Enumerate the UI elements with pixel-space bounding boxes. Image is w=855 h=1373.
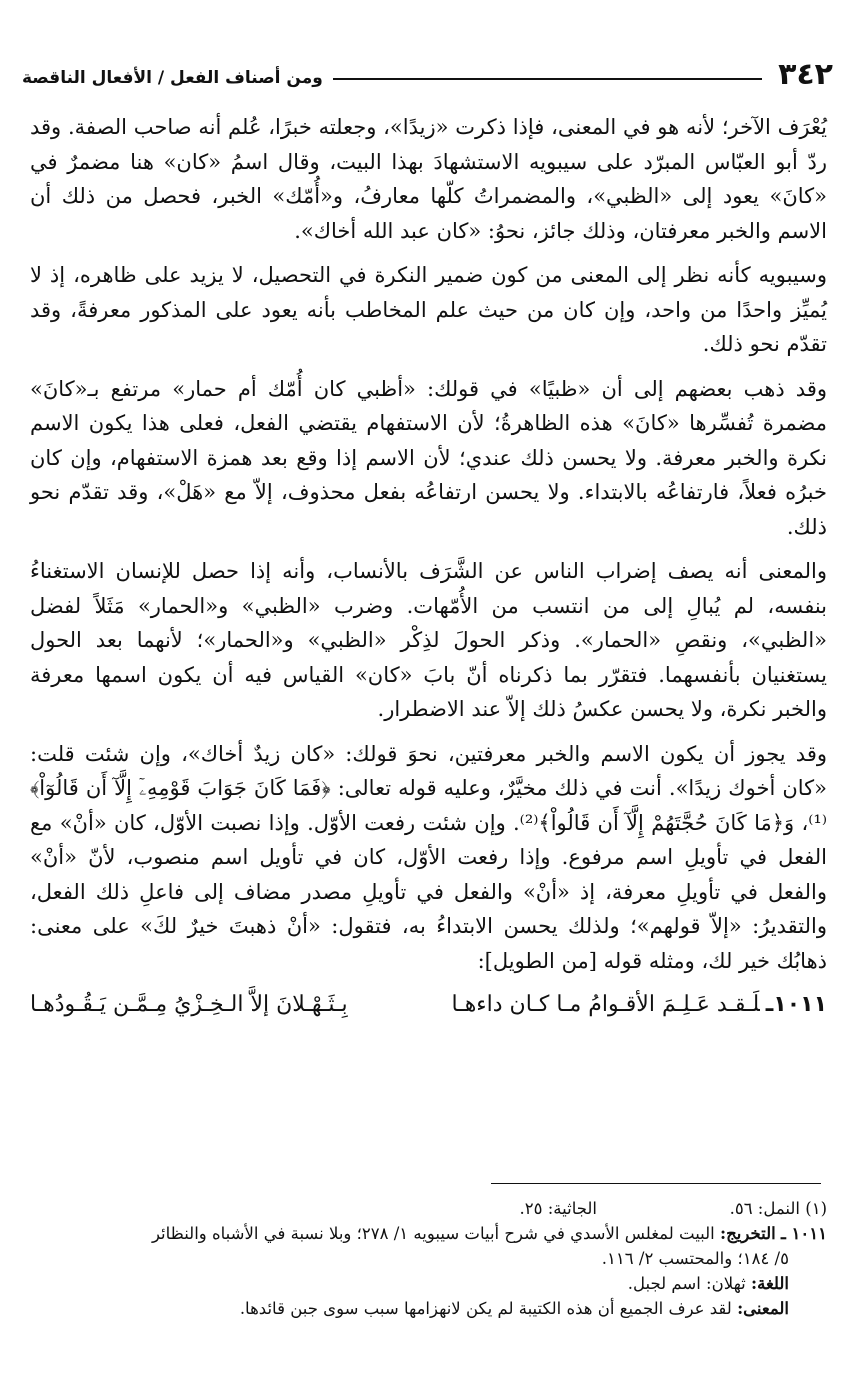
- lugha-text: ثهلان: اسم لجبل.: [627, 1274, 746, 1293]
- footnote-refs: [30, 1196, 827, 1221]
- mana-note: [30, 1296, 827, 1321]
- footnote-2: الجاثية: ٢٥.: [519, 1199, 597, 1218]
- verse-first-hemistich: [452, 988, 827, 1022]
- verse-second-hemistich: بِـثَـهْـلانَ إلاَّ الـخِـزْيُ مِـمَّـن يَـقُـودُهـا: [30, 992, 348, 1017]
- paragraph-5: وقد يجوز أن يكون الاسم والخبر معرفتين، نحوَ قولك: «كان زيدٌ أخاك»، وإن شئت قلت: «كان أخوك زيدًا». أنت في ذلك مخيَّرٌ، وعليه قوله تعالى: ﴿فَمَا كَانَ جَوَابَ قَوْمِهِۦٓ إِلَّآ أَن قَالُوٓاْ﴾⁽¹⁾، وَ﴿مَا كَانَ حُجَّتَهُمْ إِلَّآ أَن قَالُواْ﴾⁽²⁾. وإن شئت رفعت الأوّل. وإذا نصبت الأوّل، كان «أنْ» مع الفعل في تأويلِ اسم مرفوع. وإذا رفعت الأوّل، كان في تأويل اسم منصوب، لأنّ «أنْ» والفعل في تأويلِ معرفة، إذ «أنْ» والفعل في تأويلِ مصدر مضاف إلى فاعلِ ذلك الفعل، والتقديرُ: «إلاّ قولهم»؛ ولذلك يحسن الابتداءُ به، فتقول: «أنْ ذهبتَ خيرٌ لكَ» على معنى: ذهابُك خير لك، ومثله قوله [من الطويل]:: [30, 741, 827, 973]
- paragraph-2: وسيبويه كأنه نظر إلى المعنى من كون ضمير النكرة في التحصيل، لا يزيد على ظاهره، إذ لا يُميِّز واحدًا من واحد، وإن كان من حيث علم المخاطب بأنه يعود على المذكور معرفةً، وقد تقدّم نحو ذلك.: [30, 263, 827, 356]
- poetry-verse: [30, 988, 827, 1022]
- takhrij-number: ١٠١١ ـ: [780, 1224, 827, 1243]
- takhrij-continuation: ٥/ ١٨٤؛ والمحتسب ٢/ ١١٦.: [601, 1249, 789, 1268]
- running-title: ومن أصناف الفعل / الأفعال الناقصة: [22, 68, 323, 88]
- verse-first-text: لَـقـد عَـلِـمَ الأقـوامُ مـا كـان داءهـا: [451, 992, 760, 1017]
- footnote-rule: [491, 1183, 821, 1184]
- lugha-note: [30, 1271, 827, 1296]
- main-text: [30, 110, 827, 1022]
- page-number: ٣٤٢: [778, 57, 833, 92]
- header-rule: [333, 78, 762, 80]
- lugha-label: اللغة:: [751, 1274, 789, 1293]
- takhrij-label: التخريج:: [720, 1224, 776, 1243]
- mana-text: لقد عرف الجميع أن هذه الكتيبة لم يكن لانهزامها سبب سوى جبن قائدها.: [239, 1299, 732, 1318]
- paragraph-3: وقد ذهب بعضهم إلى أن «ظبيًا» في قولك: «أظبي كان أُمّك أم حمار» مرتفع بـ«كانَ» مضمرة تُفسِّرها «كانَ» هذه الظاهرةُ؛ لأن الاستفهام يقتضي الفعل، فعلى هذا يكون الاسم نكرة والخبر معرفة. ولا يحسن ذلك عندي؛ لأن الاسم إذا وقع بعد همزة الاستفهام، وإن كان خبرُه فعلاً، فارتفاعُه بالابتداء. ولا يحسن ارتفاعُه بفعل محذوف، إلاّ مع «هَلْ»، وقد تقدّم نحو ذلك.: [30, 376, 827, 539]
- takhrij-note: [30, 1221, 827, 1246]
- mana-label: المعنى:: [737, 1299, 789, 1318]
- page-header: [22, 50, 833, 90]
- paragraph-4: والمعنى أنه يصف إضراب الناس عن الشَّرَف بالأنساب، وأنه إذا حصل للإنسان الاستغناءُ بنفسه، لم يُبالِ إلى من انتسب من الأُمّهات. وضرب «الظبي» و«الحمار» مَثَلاً لفضل «الظبي»، ونقصِ «الحمار». وذكر الحولَ لذِكْر «الظبي» و«الحمار»؛ لأنهما بعد الحول يستغنيان بأنفسهما. فتقرّر بما ذكرناه أنّ بابَ «كان» القياس فيه أن يكون اسمها معرفة والخبر نكرة، ولا يحسن عكسُ ذلك إلاّ عند الاضطرار.: [30, 559, 827, 721]
- takhrij-text: البيت لمغلس الأسدي في شرح أبيات سيبويه ١/ ٢٧٨؛ وبلا نسبة في الأشباه والنظائر: [151, 1224, 715, 1243]
- footnotes: [30, 1196, 827, 1321]
- footnote-1: (١) النمل: ٥٦.: [729, 1199, 827, 1218]
- paragraph-1: يُعْرَف الآخر؛ لأنه هو في المعنى، فإذا ذكرت «زيدًا»، وجعلته خبرًا، عُلم أنه صاحب الصفة. وقد ردّ أبو العبّاس المبرّد على سيبويه الاستشهادَ بهذا البيت، وقال اسمُ «كان» هنا مضمرٌ في «كانَ» يعود إلى «الظبي»، والمضمراتُ كلّها معارفُ، و«أُمّك» الخبر، فحصل من ذلك أن الاسم والخبر معرفتان، وذلك جائز، نحوُ: «كان عبد الله أخاك».: [30, 115, 827, 243]
- verse-number: ١٠١١ـ: [765, 992, 827, 1017]
